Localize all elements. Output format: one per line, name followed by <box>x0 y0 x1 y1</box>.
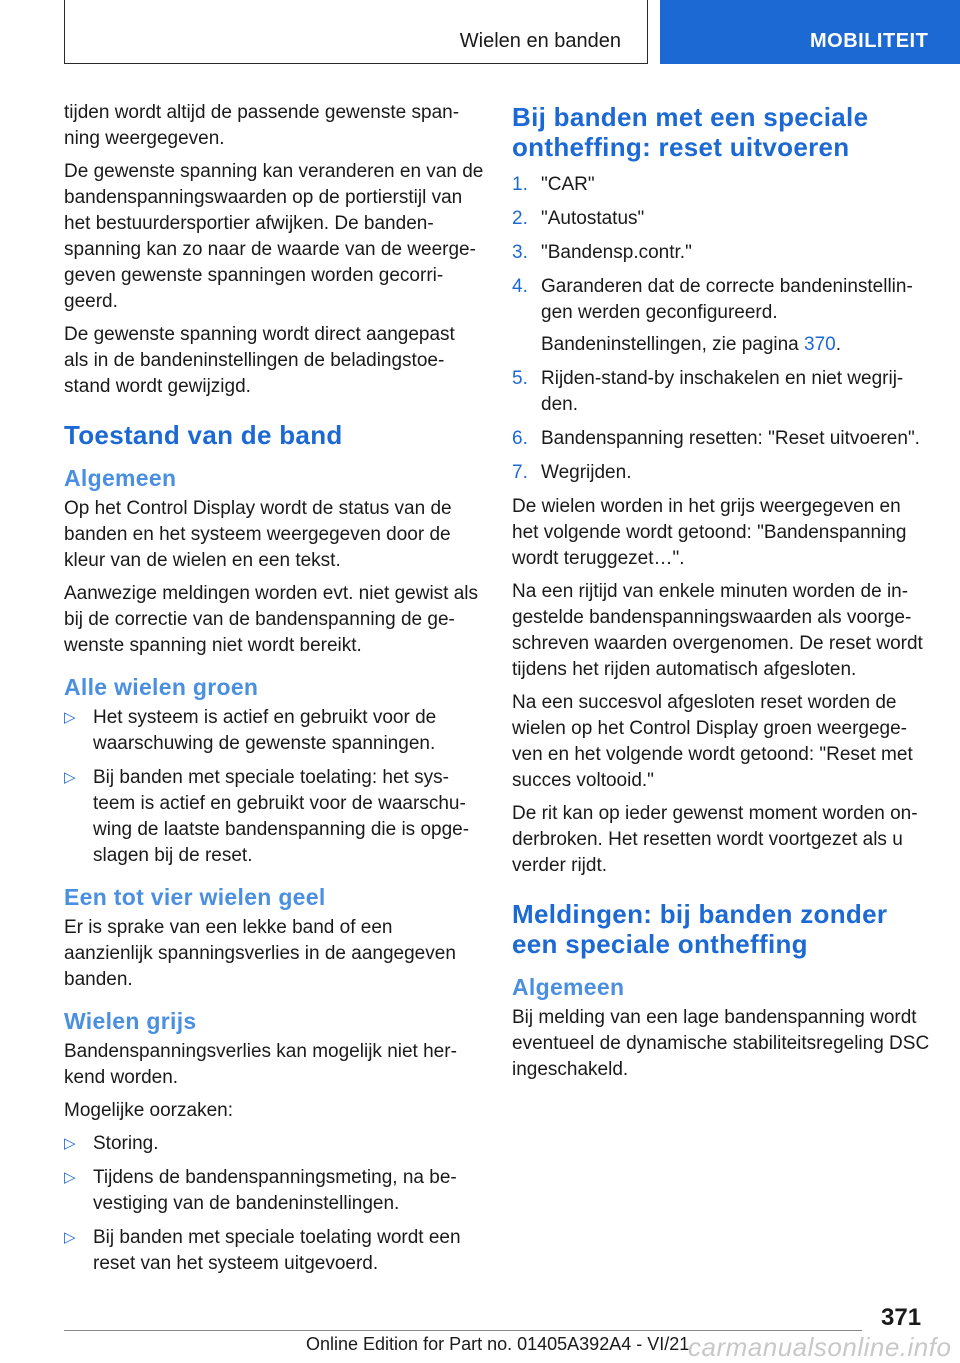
list-item: 3. "Bandensp.contr." <box>512 240 932 266</box>
list-item: ▷ Het systeem is actief en gebruikt voor de waarschuwing de gewenste spanningen. <box>64 707 437 754</box>
step-number: 3. <box>512 242 528 263</box>
bullet-list-groen <box>64 705 484 869</box>
paragraph: Mogelijke oorzaken: <box>64 1100 233 1121</box>
watermark: carmanualsonline.info <box>688 1332 952 1362</box>
paragraph: De gewenste spanning kan veranderen en van de bandenspanningswaarden op de portierstijl van het bestuurdersportier afwijken. De banden- spanning kan zo naar de waarde van de weerge- geven gewenste spanningen worden gecorri- geerd. <box>64 161 484 312</box>
heading-alle-wielen-groen: Alle wielen groen <box>64 674 259 700</box>
list-item: 4. Garanderen dat de correcte bandeninstellin- gen werden geconfigureerd. Bandeninstellingen, zie pagina 370. <box>512 274 932 358</box>
list-item: 2. "Autostatus" <box>512 206 932 232</box>
step-number: 7. <box>512 462 528 483</box>
paragraph: De wielen worden in het grijs weergegeven en het volgende wordt getoond: "Bandenspanning wordt teruggezet…". <box>512 496 907 569</box>
list-item: 7. Wegrijden. <box>512 460 932 486</box>
step-number: 2. <box>512 208 528 229</box>
list-item: 6. Bandenspanning resetten: "Reset uitvoeren". <box>512 426 932 452</box>
heading-wielen-geel: Een tot vier wielen geel <box>64 884 326 910</box>
list-item: ▷ Bij banden met speciale toelating wordt een reset van het systeem uitgevoerd. <box>64 1227 461 1274</box>
list-item: ▷ Storing. <box>64 1131 484 1157</box>
list-item: 5. Rijden-stand-by inschakelen en niet wegrij- den. <box>512 368 904 415</box>
step-note: Bandeninstellingen, zie pagina 370. <box>541 334 842 355</box>
list-item: ▷ Tijdens de bandenspanningsmeting, na be- vestiging van de bandeninstellingen. <box>64 1167 457 1214</box>
paragraph: Na een rijtijd van enkele minuten worden de in- gestelde bandenspanningswaarden als voorge- schreven waarden overgenomen. De reset wordt tijdens het rijden automatisch afgesloten. <box>512 581 923 680</box>
header-section-title: Wielen en banden <box>459 30 621 52</box>
step-number: 4. <box>512 276 528 297</box>
heading-meldingen: Meldingen: bij banden zonder een speciale ontheffing <box>512 899 888 959</box>
list-item: 1. "CAR" <box>512 172 932 198</box>
list-item: ▷ Bij banden met speciale toelating: het sys- teem is actief en gebruikt voor de waarschu- wing de laatste bandenspanning die is opge- slagen bij de reset. <box>64 767 470 866</box>
heading-wielen-grijs: Wielen grijs <box>64 1008 197 1034</box>
heading-algemeen: Algemeen <box>64 465 177 491</box>
step-list <box>512 172 932 486</box>
header-chapter-tab <box>660 0 960 64</box>
paragraph: De rit kan op ieder gewenst moment worden on- derbroken. Het resetten wordt voortgezet als u verder rijdt. <box>512 803 918 876</box>
bullet-list-grijs <box>64 1131 484 1277</box>
paragraph: tijden wordt altijd de passende gewenste span- ning weergegeven. <box>64 102 460 149</box>
paragraph: Op het Control Display wordt de status van de banden en het systeem weergegeven door de kleur van de wielen en een tekst. <box>64 498 452 571</box>
triangle-bullet-icon: ▷ <box>64 709 76 726</box>
left-column <box>64 100 484 1285</box>
step-number: 1. <box>512 174 528 195</box>
paragraph: Bandenspanningsverlies kan mogelijk niet her- kend worden. <box>64 1041 457 1088</box>
step-number: 5. <box>512 368 528 389</box>
header-frame <box>64 0 648 64</box>
step-number: 6. <box>512 428 528 449</box>
paragraph: De gewenste spanning wordt direct aangepast als in de bandeninstellingen de beladingstoe- stand wordt gewijzigd. <box>64 324 455 397</box>
heading-reset-uitvoeren: Bij banden met een speciale ontheffing: reset uitvoeren <box>512 102 869 162</box>
right-column <box>512 100 932 1090</box>
page-number: 371 <box>881 1304 922 1331</box>
paragraph: Na een succesvol afgesloten reset worden de wielen op het Control Display groen weergege- ven en het volgende wordt getoond: "Reset met succes voltooid." <box>512 692 913 791</box>
paragraph: Er is sprake van een lekke band of een aanzienlijk spanningsverlies in de aangegeven banden. <box>64 917 456 990</box>
paragraph: Bij melding van een lage bandenspanning wordt eventueel de dynamische stabiliteitsregeling DSC ingeschakeld. <box>512 1007 930 1080</box>
page-link[interactable]: 370 <box>804 334 836 355</box>
triangle-bullet-icon: ▷ <box>64 1135 76 1152</box>
footer-edition: Online Edition for Part no. 01405A392A4 - VI/21 <box>306 1334 690 1354</box>
triangle-bullet-icon: ▷ <box>64 1229 76 1246</box>
triangle-bullet-icon: ▷ <box>64 1169 76 1186</box>
paragraph: Aanwezige meldingen worden evt. niet gewist als bij de correctie van de bandenspanning de ge- wenste spanning niet wordt bereikt. <box>64 583 479 656</box>
footer-divider <box>64 1330 862 1331</box>
triangle-bullet-icon: ▷ <box>64 769 76 786</box>
heading-algemeen: Algemeen <box>512 974 625 1000</box>
heading-toestand: Toestand van de band <box>64 420 343 450</box>
header-chapter-title: MOBILITEIT <box>810 30 929 52</box>
